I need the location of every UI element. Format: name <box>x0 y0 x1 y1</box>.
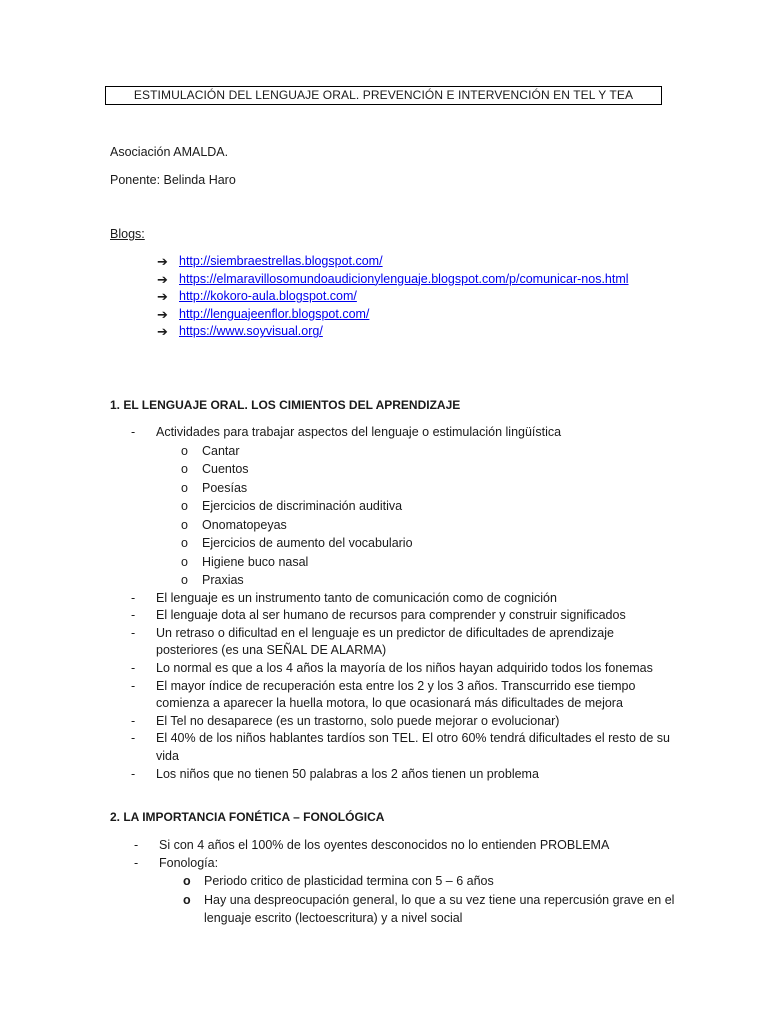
dash-bullet: - <box>134 855 139 870</box>
activity-text: Higiene buco nasal <box>202 554 309 569</box>
list-item <box>131 837 671 855</box>
blog-item <box>157 253 677 271</box>
list-item-text: Los niños que no tienen 50 palabras a los 2 años tienen un problema <box>156 766 539 781</box>
activity-text: Onomatopeyas <box>202 517 287 532</box>
activity-text: Cantar <box>202 443 240 458</box>
list-item <box>131 855 671 873</box>
list-item <box>131 766 671 784</box>
dash-bullet: - <box>131 608 136 623</box>
blog-item <box>157 306 677 324</box>
list-item-text: Si con 4 años el 100% de los oyentes desconocidos no lo entienden PROBLEMA <box>159 838 610 852</box>
speaker-name: Ponente: Belinda Haro <box>110 173 236 187</box>
list-item <box>131 678 671 713</box>
circle-bullet: o <box>181 573 188 588</box>
dash-bullet: - <box>131 713 136 728</box>
arrow-icon: ➔ <box>157 324 168 340</box>
list-item-text: Un retraso o dificultad en el lenguaje es un predictor de dificultades de aprendizaje posteriores (es una SEÑAL DE ALARMA) <box>156 625 614 658</box>
circle-bullet: o <box>181 536 188 551</box>
circle-bullet: o <box>181 443 188 458</box>
arrow-icon: ➔ <box>157 271 168 287</box>
circle-bullet: o <box>181 554 188 569</box>
activity-item <box>181 442 671 461</box>
activity-text: Ejercicios de aumento del vocabulario <box>202 536 413 551</box>
activity-text: Ejercicios de discriminación auditiva <box>202 499 403 514</box>
activity-item <box>181 460 671 479</box>
dash-bullet: - <box>131 766 136 781</box>
dash-bullet: - <box>131 660 136 675</box>
blog-item <box>157 323 677 341</box>
association-name: Asociación AMALDA. <box>110 145 229 159</box>
list-item-text: Actividades para trabajar aspectos del lenguaje o estimulación lingüística <box>156 425 562 439</box>
dash-bullet: - <box>131 625 136 640</box>
arrow-icon: ➔ <box>157 254 168 269</box>
circle-bullet: o <box>181 480 188 495</box>
section2-heading: 2. LA IMPORTANCIA FONÉTICA – FONOLÓGICA <box>110 810 385 824</box>
phonology-text: Hay una despreocupación general, lo que a su vez tiene una repercusión grave en el lenguaje escrito (lectoescritura) y a nivel social <box>204 892 675 925</box>
section1-list <box>131 424 671 783</box>
circle-bullet: o <box>183 874 191 888</box>
blog-list <box>157 253 677 341</box>
blog-link-kokoro-aula[interactable]: http://kokoro-aula.blogspot.com/ <box>179 289 357 304</box>
phonology-text: Periodo critico de plasticidad termina con 5 – 6 años <box>204 874 494 888</box>
circle-bullet: o <box>181 517 188 532</box>
activity-text: Cuentos <box>202 462 249 477</box>
blog-item <box>157 288 677 306</box>
dash-bullet: - <box>131 731 136 746</box>
section1-heading: 1. EL LENGUAJE ORAL. LOS CIMIENTOS DEL APRENDIZAJE <box>110 398 461 412</box>
activity-item <box>181 479 671 498</box>
circle-bullet: o <box>181 462 188 477</box>
list-item-text: Fonología: <box>159 855 219 870</box>
activity-text: Poesías <box>202 480 248 495</box>
list-item <box>131 713 671 731</box>
blog-link-siembraestrellas[interactable]: http://siembraestrellas.blogspot.com/ <box>179 254 383 268</box>
list-item <box>131 590 671 608</box>
list-item-text: El lenguaje dota al ser humano de recursos para comprender y construir significados <box>156 608 626 623</box>
dash-bullet: - <box>131 425 136 439</box>
list-item <box>131 625 671 660</box>
activity-item <box>181 571 671 590</box>
activity-item <box>181 534 671 553</box>
blogs-label: Blogs: <box>110 227 145 241</box>
list-item-text: El 40% de los niños hablantes tardíos son TEL. El otro 60% tendrá dificultades el resto de su vida <box>156 731 670 763</box>
arrow-icon: ➔ <box>157 306 168 322</box>
list-item <box>131 607 671 625</box>
list-item-text: El lenguaje es un instrumento tanto de comunicación como de cognición <box>156 590 557 605</box>
phonology-list <box>131 872 723 928</box>
activity-text: Praxias <box>202 573 244 588</box>
blog-link-soyvisual[interactable]: https://www.soyvisual.org/ <box>179 324 323 339</box>
circle-bullet: o <box>181 499 188 514</box>
circle-bullet: o <box>183 892 191 907</box>
list-item <box>131 424 671 590</box>
activity-item <box>181 497 671 516</box>
dash-bullet: - <box>131 678 136 693</box>
blog-link-lenguajeenflor[interactable]: http://lenguajeenflor.blogspot.com/ <box>179 306 370 321</box>
list-item-text: Lo normal es que a los 4 años la mayoría de los niños hayan adquirido todos los fonemas <box>156 660 653 675</box>
arrow-icon: ➔ <box>157 289 168 305</box>
blog-link-elmaravillosomundo[interactable]: https://elmaravillosomundoaudicionylenguaje.blogspot.com/p/comunicar-nos.html <box>179 271 629 286</box>
list-item-text: El Tel no desaparece (es un trastorno, solo puede mejorar o evolucionar) <box>156 713 560 728</box>
activity-item <box>181 553 671 572</box>
phonology-item <box>183 891 723 928</box>
document-title: ESTIMULACIÓN DEL LENGUAJE ORAL. PREVENCIÓN E INTERVENCIÓN EN TEL Y TEA <box>105 86 662 105</box>
list-item <box>131 660 671 678</box>
phonology-item <box>183 872 723 891</box>
list-item-text: El mayor índice de recuperación esta entre los 2 y los 3 años. Transcurrido ese tiempo comienza a aparecer la huella motora, lo que ocasionará más dificultades de mejora <box>156 678 636 711</box>
dash-bullet: - <box>131 590 136 605</box>
list-item <box>131 730 671 765</box>
dash-bullet: - <box>134 838 139 852</box>
activity-item <box>181 516 671 535</box>
activities-list <box>156 442 671 590</box>
section2-list <box>131 837 671 872</box>
blog-item <box>157 271 677 289</box>
